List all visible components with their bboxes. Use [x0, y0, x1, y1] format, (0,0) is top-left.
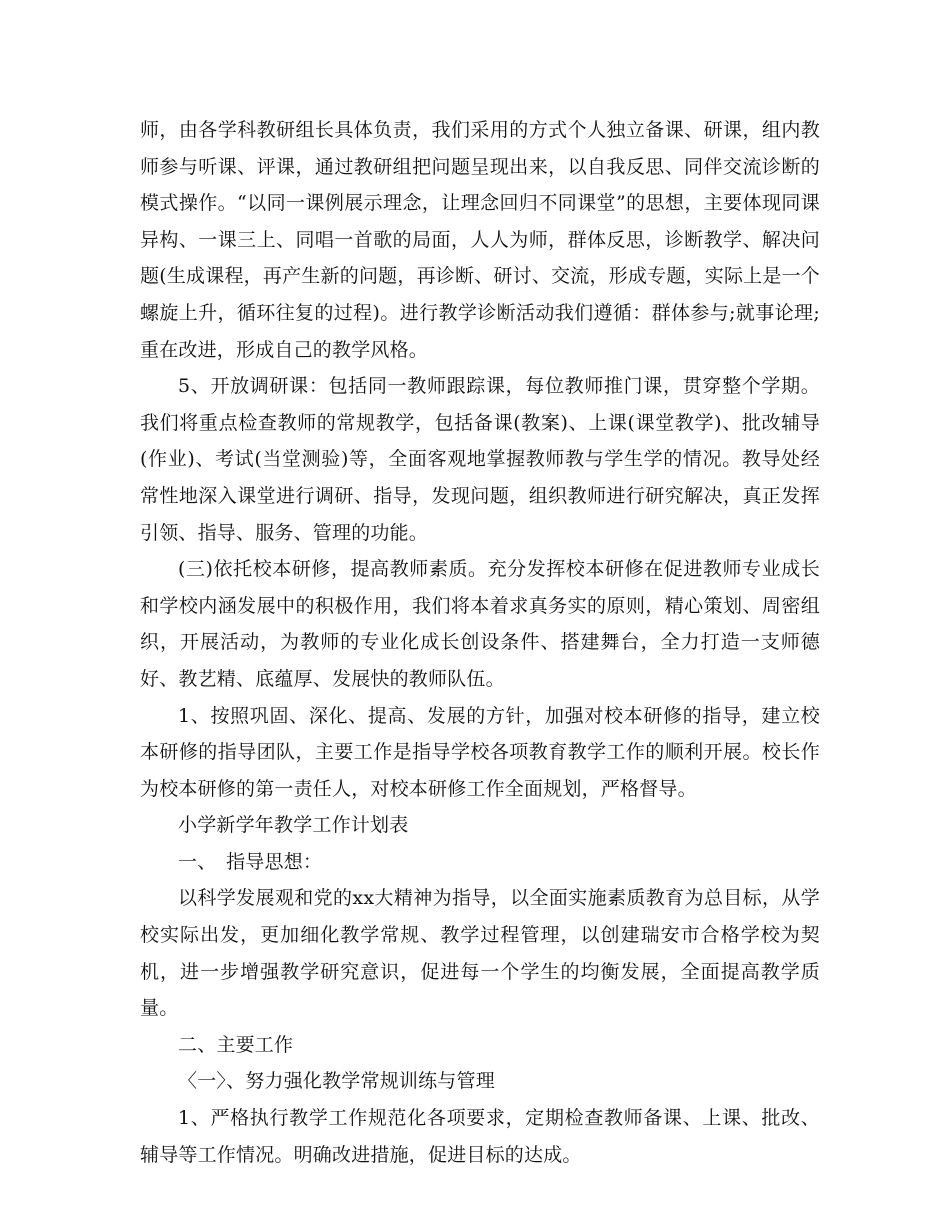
paragraph-2: 5、开放调研课：包括同一教师跟踪课，每位教师推门课，贯穿整个学期。我们将重点检查教师的常规教学，包括备课(教案)、上课(课堂教学)、批改辅导(作业)、考试(当堂测验)等，全面客观地掌握教师教与学生学的情况。教导处经常性地深入课堂进行调研、指导，发现问题，组织教师进行研究解决，真正发挥引领、指导、服务、管理的功能。	[140, 375, 820, 544]
paragraph-3: (三)依托校本研修，提高教师素质。充分发挥校本研修在促进教师专业成长和学校内涵发展中的积极作用，我们将本着求真务实的原则，精心策划、周密组织，开展活动，为教师的专业化成长创设条件、搭建舞台，全力打造一支师德好、教艺精、底蕴厚、发展快的教师队伍。	[140, 558, 820, 690]
plan-title: 小学新学年教学工作计划表	[178, 814, 409, 837]
section-heading-main-work: 二、主要工作	[178, 1033, 294, 1056]
section-heading-guiding-ideology: 一、 指导思想：	[178, 850, 323, 873]
paragraph-4: 1、按照巩固、深化、提高、发展的方针，加强对校本研修的指导，建立校本研修的指导团队，主要工作是指导学校各项教育教学工作的顺利开展。校长作为校本研修的第一责任人，对校本研修工作全面规划，严格督导。	[140, 704, 820, 800]
paragraph-1: 师，由各学科教研组长具体负责，我们采用的方式个人独立备课、研课，组内教师参与听课、评课，通过教研组把问题呈现出来，以自我反思、同伴交流诊断的模式操作。“以同一课例展示理念，让理念回归不同课堂”的思想，主要体现同课异构、一课三上、同唱一首歌的局面，人人为师，群体反思，诊断教学、解决问题(生成课程，再产生新的问题，再诊断、研讨、交流，形成专题，实际上是一个螺旋上升，循环往复的过程)。进行教学诊断活动我们遵循：群体参与;就事论理;重在改进，形成自己的教学风格。	[140, 119, 820, 361]
paragraph-routine-1: 1、严格执行教学工作规范化各项要求，定期检查教师备课、上课、批改、辅导等工作情况。明确改进措施，促进目标的达成。	[140, 1107, 820, 1166]
paragraph-guiding-ideology: 以科学发展观和党的xx大精神为指导，以全面实施素质教育为总目标，从学校实际出发，更加细化教学常规、教学过程管理，以创建瑞安市合格学校为契机，进一步增强教学研究意识，促进每一个学生的均衡发展，全面提高教学质量。	[140, 887, 820, 1020]
subsection-heading-routine: 〈一〉、努力强化教学常规训练与管理	[178, 1070, 495, 1093]
document-body	[140, 112, 820, 1173]
